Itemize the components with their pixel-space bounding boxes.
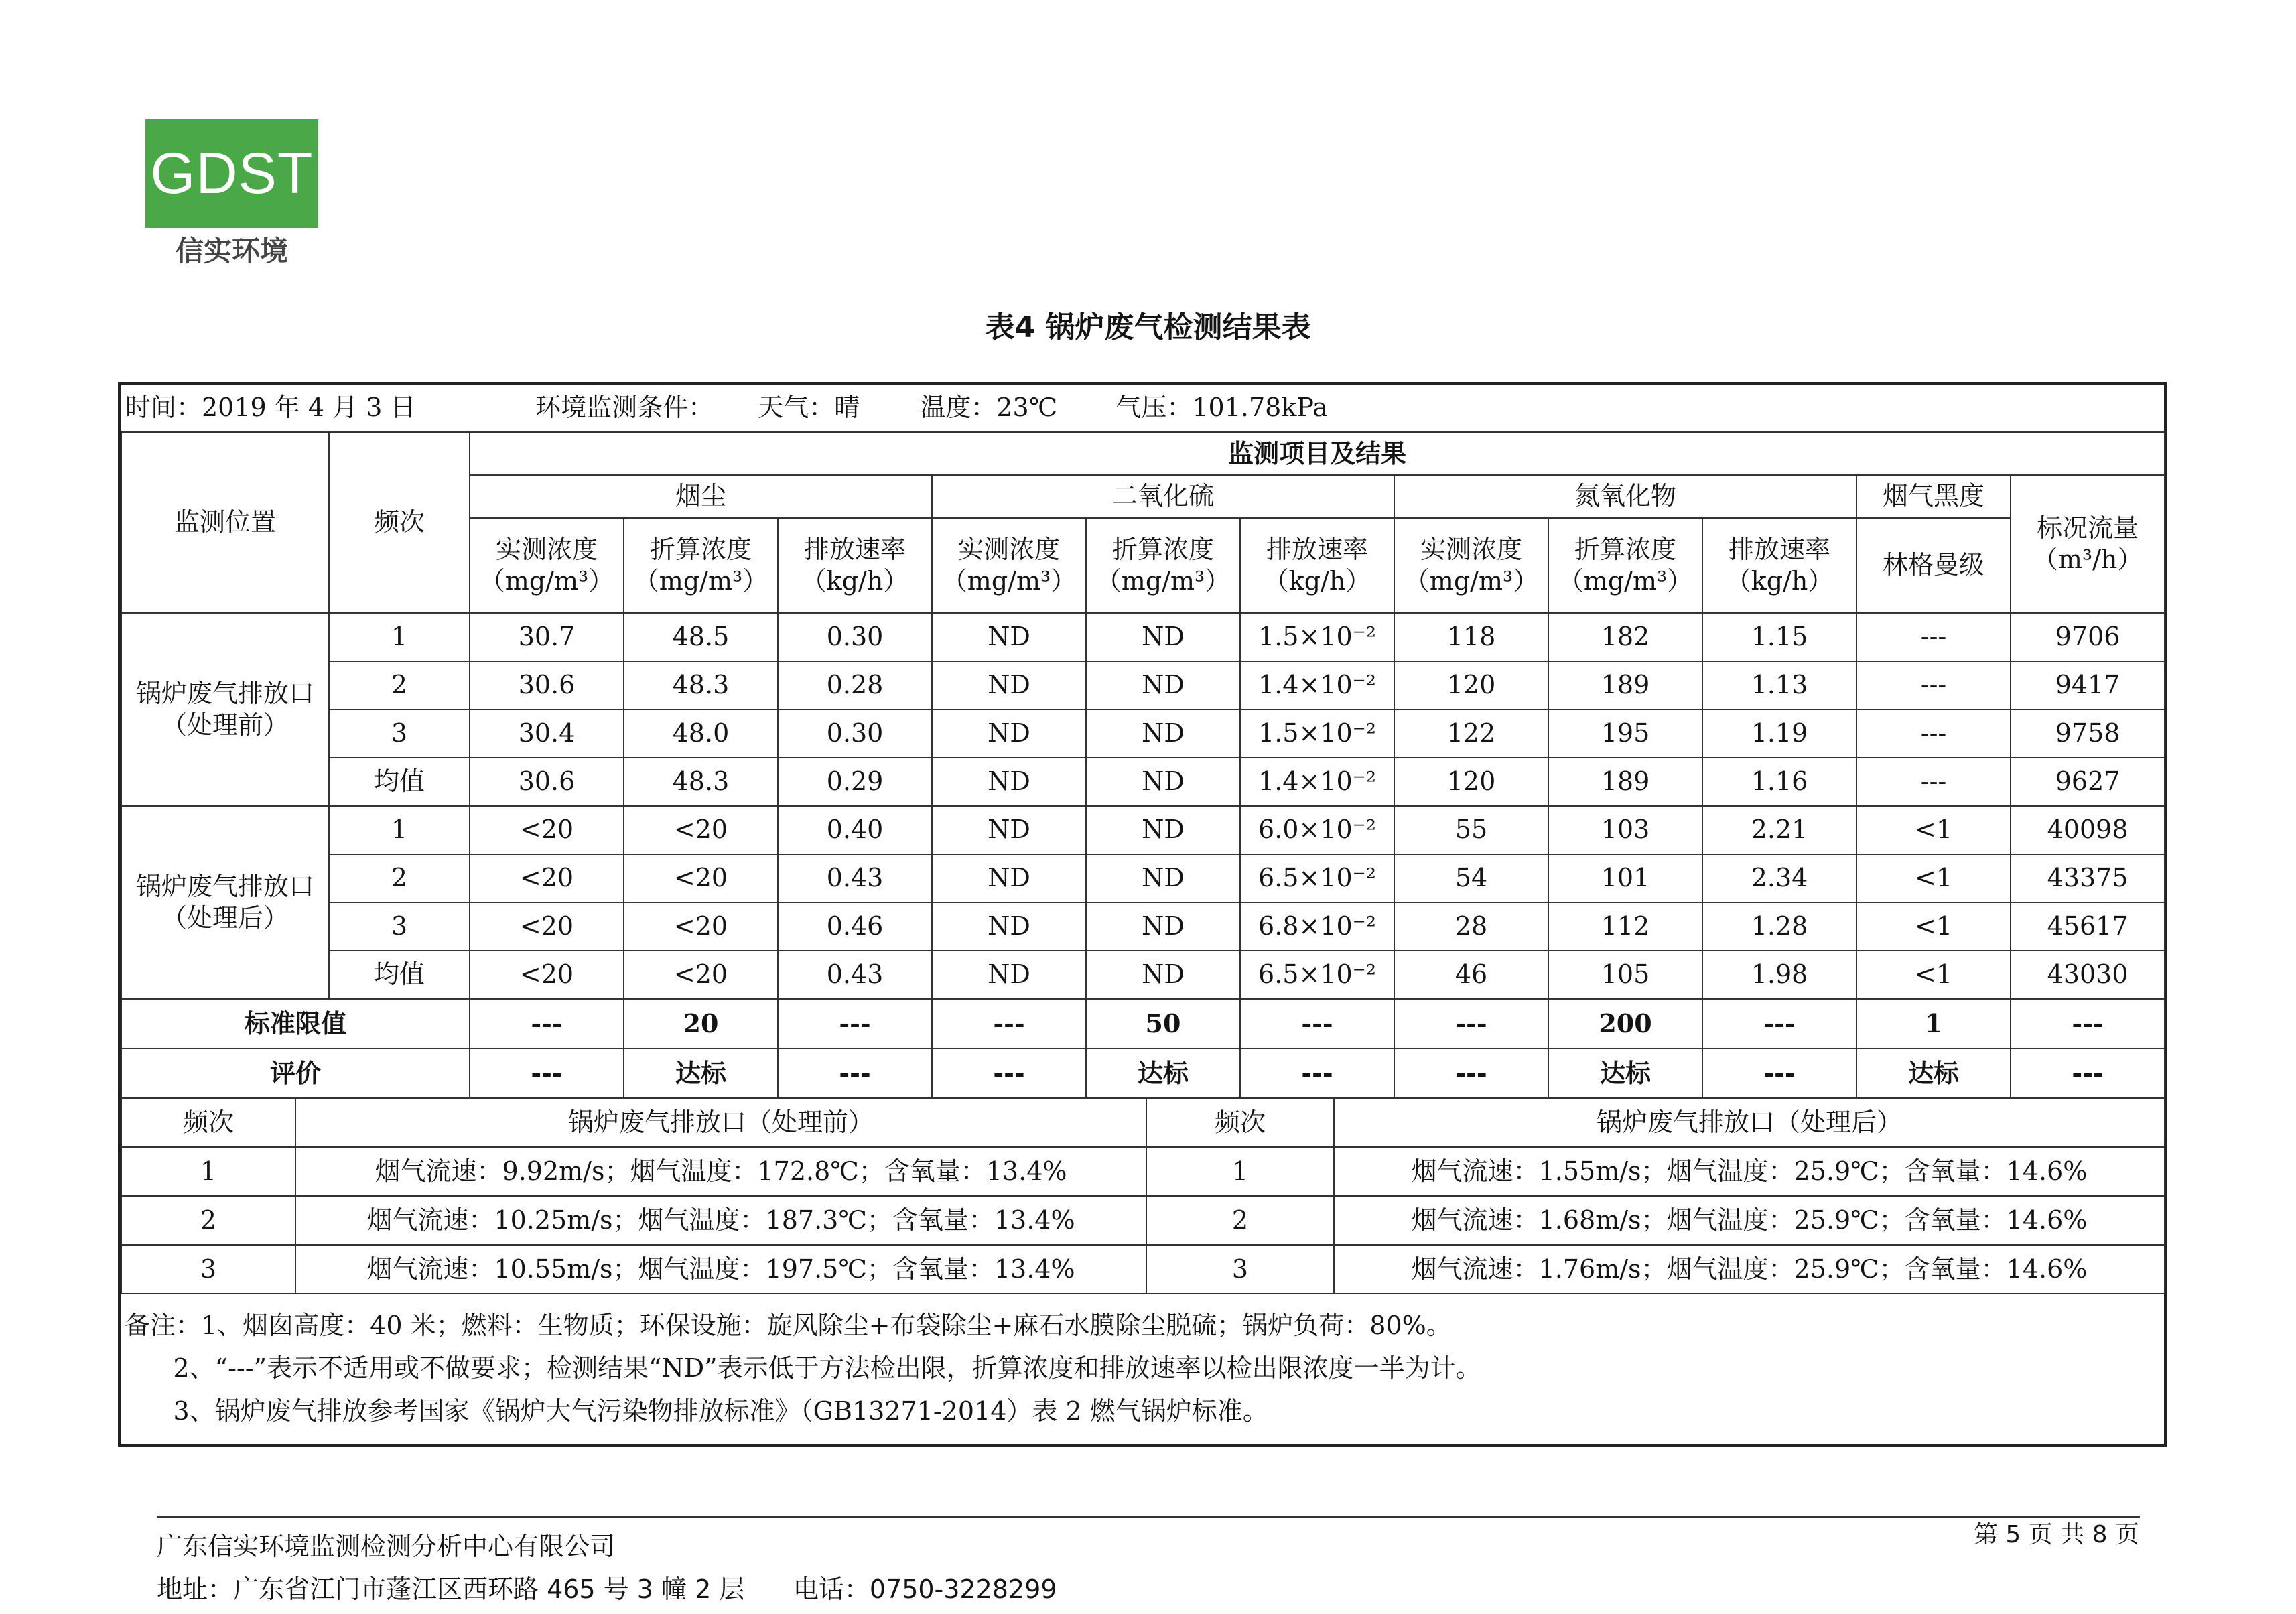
remark-line: 2、“---”表示不适用或不做要求；检测结果“ND”表示低于方法检出限，折算浓度和排放速率以检出限浓度一半为计。 — [125, 1353, 1481, 1383]
label: 折算浓度 — [1111, 534, 1214, 564]
header-flow — [2011, 475, 2165, 613]
cell: 48.5 — [624, 613, 778, 661]
cell: 达标 — [624, 1049, 778, 1098]
cell: 1.98 — [1702, 951, 1856, 999]
cell: 48.0 — [624, 710, 778, 758]
cell: <1 — [1856, 951, 2011, 999]
cell: ND — [1086, 854, 1240, 902]
cell: --- — [1856, 710, 2011, 758]
cell: ND — [1086, 661, 1240, 710]
cell: 200 — [1548, 999, 1702, 1049]
unit: （mg/m³） — [479, 566, 614, 596]
footer-info — [157, 1525, 1057, 1611]
footer-company: 广东信实环境监测检测分析中心有限公司 — [157, 1532, 616, 1561]
cell: 达标 — [1086, 1049, 1240, 1098]
label: 排放速率 — [803, 534, 906, 564]
cell: 55 — [1394, 806, 1548, 854]
cell: --- — [1702, 999, 1856, 1049]
evaluation-row — [121, 1049, 2165, 1098]
cell: 烟气流速：10.25m/s；烟气温度：187.3℃；含氧量：13.4% — [295, 1196, 1146, 1245]
unit: （mg/m³） — [633, 566, 768, 596]
cell: 105 — [1548, 951, 1702, 999]
cell: 30.6 — [470, 661, 624, 710]
cell: ND — [1086, 758, 1240, 806]
table-row — [121, 902, 2165, 951]
cell: 2.34 — [1702, 854, 1856, 902]
cell: 0.30 — [778, 613, 932, 661]
label: 实测浓度 — [1420, 534, 1522, 564]
cell: ND — [1086, 902, 1240, 951]
cell: 103 — [1548, 806, 1702, 854]
remark-line: 3、锅炉废气排放参考国家《锅炉大气污染物排放标准》（GB13271-2014）表 2 燃气锅炉标准。 — [125, 1396, 1268, 1426]
cell: --- — [470, 1049, 624, 1098]
cell: 2 — [1146, 1196, 1334, 1245]
cell: 1.16 — [1702, 758, 1856, 806]
cell: ND — [932, 710, 1086, 758]
cell: ND — [1086, 806, 1240, 854]
cell: <1 — [1856, 806, 2011, 854]
cell: 50 — [1086, 999, 1240, 1049]
location-after — [121, 806, 329, 999]
cell: --- — [1240, 1049, 1394, 1098]
cell: 30.4 — [470, 710, 624, 758]
cell: 0.43 — [778, 951, 932, 999]
cell: <20 — [470, 951, 624, 999]
cell: <20 — [470, 902, 624, 951]
cell: 1.4×10⁻² — [1240, 758, 1394, 806]
cell: 9706 — [2011, 613, 2165, 661]
cell: ND — [932, 806, 1086, 854]
flue-parameters-table — [121, 1099, 2165, 1294]
cell: 30.7 — [470, 613, 624, 661]
cell: 1.13 — [1702, 661, 1856, 710]
location-line: 锅炉废气排放口 — [135, 678, 314, 708]
cell: 101 — [1548, 854, 1702, 902]
table-row — [121, 613, 2165, 661]
flue-freq-header: 频次 — [1146, 1099, 1334, 1147]
unit: （kg/h） — [801, 566, 909, 596]
unit: （mg/m³） — [941, 566, 1077, 596]
header-so2-measured — [932, 518, 1086, 613]
cell: 3 — [329, 902, 470, 951]
cell: 120 — [1394, 661, 1548, 710]
cell: --- — [470, 999, 624, 1049]
flue-before-header: 锅炉废气排放口（处理前） — [295, 1099, 1146, 1147]
test-date: 时间：2019 年 4 月 3 日 — [125, 393, 416, 423]
table-title: 表4 锅炉废气检测结果表 — [985, 310, 1311, 344]
cell: <1 — [1856, 902, 2011, 951]
header-dust: 烟尘 — [470, 475, 932, 518]
cell: 9417 — [2011, 661, 2165, 710]
header-location: 监测位置 — [121, 432, 329, 613]
cell: --- — [778, 1049, 932, 1098]
cell: 1 — [1856, 999, 2011, 1049]
temperature: 温度：23℃ — [920, 393, 1058, 423]
label: 实测浓度 — [495, 534, 598, 564]
table-row — [121, 710, 2165, 758]
cell: <20 — [624, 854, 778, 902]
header-dust-converted — [624, 518, 778, 613]
cell: --- — [1240, 999, 1394, 1049]
cell: 1.15 — [1702, 613, 1856, 661]
conditions-label: 环境监测条件： — [535, 393, 714, 423]
cell: 1.4×10⁻² — [1240, 661, 1394, 710]
cell: 3 — [329, 710, 470, 758]
flue-after-header: 锅炉废气排放口（处理后） — [1334, 1099, 2165, 1147]
label: 排放速率 — [1728, 534, 1830, 564]
cell: 2.21 — [1702, 806, 1856, 854]
flue-row — [121, 1147, 2165, 1196]
flue-header-row — [121, 1099, 2165, 1147]
cell: 烟气流速：1.76m/s；烟气温度：25.9℃；含氧量：14.6% — [1334, 1245, 2165, 1294]
cell: 0.46 — [778, 902, 932, 951]
cell: 1.19 — [1702, 710, 1856, 758]
cell: ND — [1086, 613, 1240, 661]
results-table — [121, 385, 2165, 1099]
cell: --- — [778, 999, 932, 1049]
header-flow-unit: （m³/h） — [2032, 545, 2143, 574]
cell: --- — [1856, 758, 2011, 806]
cell: 28 — [1394, 902, 1548, 951]
cell: 1 — [329, 613, 470, 661]
conditions-row — [121, 385, 2165, 432]
cell: --- — [1394, 999, 1548, 1049]
cell: 48.3 — [624, 758, 778, 806]
cell: 46 — [1394, 951, 1548, 999]
footer-divider — [157, 1516, 2140, 1518]
cell: 6.0×10⁻² — [1240, 806, 1394, 854]
remarks — [121, 1294, 2164, 1444]
cell: 达标 — [1856, 1049, 2011, 1098]
cell: 54 — [1394, 854, 1548, 902]
cell: 烟气流速：9.92m/s；烟气温度：172.8℃；含氧量：13.4% — [295, 1147, 1146, 1196]
page-number: 第 5 页 共 8 页 — [1973, 1521, 2139, 1548]
cell: 189 — [1548, 661, 1702, 710]
cell: <20 — [624, 951, 778, 999]
header-row-1 — [121, 432, 2165, 475]
cell: 烟气流速：1.55m/s；烟气温度：25.9℃；含氧量：14.6% — [1334, 1147, 2165, 1196]
remark-line: 备注：1、烟囱高度：40 米；燃料：生物质；环保设施：旋风除尘+布袋除尘+麻石水膜除尘脱硫；锅炉负荷：80%。 — [125, 1310, 1452, 1340]
cell: 3 — [121, 1245, 295, 1294]
cell: 182 — [1548, 613, 1702, 661]
cell: 20 — [624, 999, 778, 1049]
unit: （kg/h） — [1263, 566, 1371, 596]
cell: 2 — [329, 854, 470, 902]
location-line: 锅炉废气排放口 — [135, 871, 314, 901]
cell: 均值 — [329, 951, 470, 999]
cell: 达标 — [1548, 1049, 1702, 1098]
cell: 1 — [329, 806, 470, 854]
cell: 0.30 — [778, 710, 932, 758]
cell: 0.28 — [778, 661, 932, 710]
cell: 189 — [1548, 758, 1702, 806]
cell: 118 — [1394, 613, 1548, 661]
limit-label: 标准限值 — [121, 999, 470, 1049]
unit: （mg/m³） — [1404, 566, 1539, 596]
cell: --- — [1702, 1049, 1856, 1098]
cell: --- — [1394, 1049, 1548, 1098]
cell: --- — [932, 999, 1086, 1049]
label: 折算浓度 — [649, 534, 752, 564]
company-logo: GDST — [145, 119, 318, 228]
table-row — [121, 951, 2165, 999]
cell: ND — [932, 613, 1086, 661]
cell: 9627 — [2011, 758, 2165, 806]
cell: 120 — [1394, 758, 1548, 806]
cell: 0.29 — [778, 758, 932, 806]
location-before — [121, 613, 329, 806]
cell: ND — [932, 951, 1086, 999]
cell: ND — [1086, 710, 1240, 758]
cell: ND — [932, 758, 1086, 806]
cell: 45617 — [2011, 902, 2165, 951]
cell: 9758 — [2011, 710, 2165, 758]
unit: （mg/m³） — [1558, 566, 1693, 596]
cell: ND — [932, 902, 1086, 951]
weather: 天气：晴 — [758, 393, 860, 423]
header-nox-converted — [1548, 518, 1702, 613]
cell: ND — [1086, 951, 1240, 999]
cell: <20 — [470, 806, 624, 854]
results-table-frame — [118, 382, 2167, 1447]
cell: 112 — [1548, 902, 1702, 951]
cell: --- — [2011, 999, 2165, 1049]
cell: 1.5×10⁻² — [1240, 710, 1394, 758]
cell: 43030 — [2011, 951, 2165, 999]
unit: （kg/h） — [1725, 566, 1834, 596]
logo-subtitle: 信实环境 — [175, 234, 288, 267]
cell: 43375 — [2011, 854, 2165, 902]
cell: 1.5×10⁻² — [1240, 613, 1394, 661]
cell: 195 — [1548, 710, 1702, 758]
header-so2-converted — [1086, 518, 1240, 613]
eval-label: 评价 — [121, 1049, 470, 1098]
cell: 122 — [1394, 710, 1548, 758]
cell: 2 — [121, 1196, 295, 1245]
cell: <20 — [470, 854, 624, 902]
cell: ND — [932, 661, 1086, 710]
cell: ND — [932, 854, 1086, 902]
header-nox-rate — [1702, 518, 1856, 613]
cell: --- — [1856, 661, 2011, 710]
cell: --- — [932, 1049, 1086, 1098]
cell: 均值 — [329, 758, 470, 806]
header-dust-measured — [470, 518, 624, 613]
header-so2-rate — [1240, 518, 1394, 613]
header-so2: 二氧化硫 — [932, 475, 1394, 518]
cell: 1.28 — [1702, 902, 1856, 951]
header-nox: 氮氧化物 — [1394, 475, 1856, 518]
flue-row — [121, 1245, 2165, 1294]
cell: 1 — [121, 1147, 295, 1196]
location-line: （处理前） — [161, 710, 289, 740]
flue-row — [121, 1196, 2165, 1245]
pressure: 气压：101.78kPa — [1116, 393, 1328, 423]
location-line: （处理后） — [161, 903, 289, 933]
cell: 6.5×10⁻² — [1240, 854, 1394, 902]
cell: 烟气流速：10.55m/s；烟气温度：197.5℃；含氧量：13.4% — [295, 1245, 1146, 1294]
footer-address: 地址：广东省江门市蓬江区西环路 465 号 3 幢 2 层 电话：0750-3228299 — [157, 1574, 1057, 1604]
header-flow-label: 标况流量 — [2037, 513, 2139, 543]
table-row — [121, 758, 2165, 806]
header-group: 监测项目及结果 — [470, 432, 2165, 475]
table-row — [121, 854, 2165, 902]
cell: <20 — [624, 902, 778, 951]
unit: （mg/m³） — [1095, 566, 1231, 596]
label: 折算浓度 — [1574, 534, 1676, 564]
table-row — [121, 661, 2165, 710]
header-frequency: 频次 — [329, 432, 470, 613]
cell: --- — [2011, 1049, 2165, 1098]
cell: 48.3 — [624, 661, 778, 710]
cell: 6.8×10⁻² — [1240, 902, 1394, 951]
cell: 6.5×10⁻² — [1240, 951, 1394, 999]
label: 实测浓度 — [957, 534, 1060, 564]
cell: --- — [1856, 613, 2011, 661]
cell: 1 — [1146, 1147, 1334, 1196]
header-nox-measured — [1394, 518, 1548, 613]
label: 排放速率 — [1266, 534, 1368, 564]
cell: <1 — [1856, 854, 2011, 902]
header-blackness: 烟气黑度 — [1856, 475, 2011, 518]
cell: 烟气流速：1.68m/s；烟气温度：25.9℃；含氧量：14.6% — [1334, 1196, 2165, 1245]
cell: 0.43 — [778, 854, 932, 902]
flue-freq-header: 频次 — [121, 1099, 295, 1147]
table-row — [121, 806, 2165, 854]
cell: 2 — [329, 661, 470, 710]
header-ringelmann: 林格曼级 — [1856, 518, 2011, 613]
cell: 30.6 — [470, 758, 624, 806]
cell: 40098 — [2011, 806, 2165, 854]
cell: <20 — [624, 806, 778, 854]
header-dust-rate — [778, 518, 932, 613]
standard-limit-row — [121, 999, 2165, 1049]
cell: 0.40 — [778, 806, 932, 854]
cell: 3 — [1146, 1245, 1334, 1294]
